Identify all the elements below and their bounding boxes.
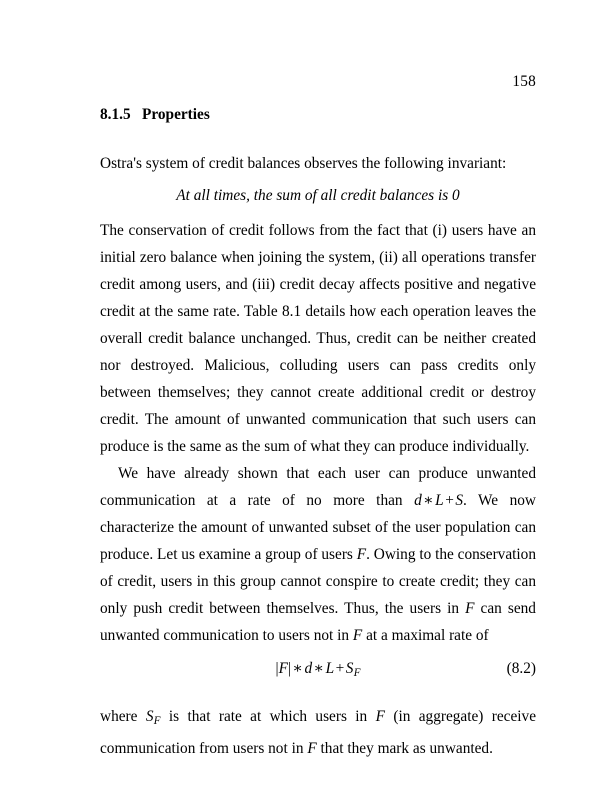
paragraph-text-segment: . Owing to the conservation of credit, users in this group cannot conspire to create credit; they can only push credit between themselves. Thus, the users in: [100, 546, 536, 618]
math-inline-rate-bound: [414, 492, 463, 509]
math-var-l: L: [325, 660, 335, 678]
paragraph-text-segment: We have already shown that each user can produce unwanted communication at a rate of no more than: [100, 465, 536, 510]
math-var-s: S: [345, 660, 354, 678]
math-var-f-users-in: F: [465, 600, 475, 618]
paragraph-text-segment: where: [100, 708, 146, 726]
math-var-f: F: [278, 660, 288, 678]
section-heading: [100, 106, 536, 124]
paragraph-text-segment: . We now characterize the amount of unwanted subset of the user population can produce. Let us examine a group of users: [100, 492, 536, 564]
math-op-asterisk: ∗: [423, 492, 434, 510]
paragraph-text-segment: is that rate at which users in: [160, 708, 376, 726]
math-var-d: d: [414, 492, 422, 510]
invariant-statement: At all times, the sum of all credit balances is 0: [176, 187, 460, 205]
paragraph-text-segment: at a maximal rate of: [362, 627, 489, 645]
math-var-f-group: F: [356, 546, 367, 564]
paragraph-conservation-of-credit: The conservation of credit follows from the fact that (i) users have an initial zero balance when joining the system, (ii) all operations transfer credit among users, and (iii) credit decay affects positive and negative credit at the same rate. Table 8.1 details how each operation leaves the overall credit balance unchanged. Thus, credit can be neither created nor destroyed. Malicious, colluding users can pass credits only between themselves; they cannot create additional credit or destroy credit. The amount of unwanted communication that such users can produce is the same as the sum of what they can produce individually.: [100, 222, 536, 456]
math-op-plus: +: [335, 660, 345, 678]
math-var-f-not-in: F: [307, 740, 317, 758]
paragraph-text-segment: that they mark as unwanted.: [316, 740, 493, 758]
math-var-s: S: [455, 492, 464, 510]
math-inline-s-subscript-f: [145, 708, 161, 728]
math-var-d: d: [304, 660, 313, 678]
intro-paragraph: Ostra's system of credit balances observes the following invariant:: [100, 155, 507, 173]
paragraph-text-segment: can send unwanted communication to users not in: [100, 600, 536, 645]
math-var-l: L: [435, 492, 444, 510]
section-number: 8.1.5: [100, 106, 131, 123]
math-abs-open: |: [275, 660, 279, 678]
math-var-s: S: [145, 708, 154, 726]
math-abs-close: |: [287, 660, 292, 678]
paragraph-text-segment: (in aggregate) receive communication from users not in: [100, 708, 537, 758]
math-op-asterisk-2: ∗: [313, 660, 325, 678]
equation-number: (8.2): [506, 660, 536, 678]
paragraph-where-clause: [100, 703, 536, 762]
math-subscript-f: F: [353, 667, 361, 680]
paragraph-unwanted-rate: [100, 460, 536, 649]
math-var-f-aggregate: F: [375, 708, 385, 726]
math-subscript-f: F: [153, 715, 161, 728]
section-title: Properties: [142, 106, 210, 123]
spacer-after-invariant: [100, 209, 536, 217]
math-var-f-users-not-in: F: [352, 627, 363, 645]
math-op-asterisk-1: ∗: [292, 660, 303, 678]
display-equation-8-2: [100, 649, 536, 703]
math-op-plus: +: [445, 492, 454, 510]
page-content: [100, 106, 536, 762]
equation-expression: [100, 661, 536, 679]
page-number: 158: [512, 73, 536, 90]
